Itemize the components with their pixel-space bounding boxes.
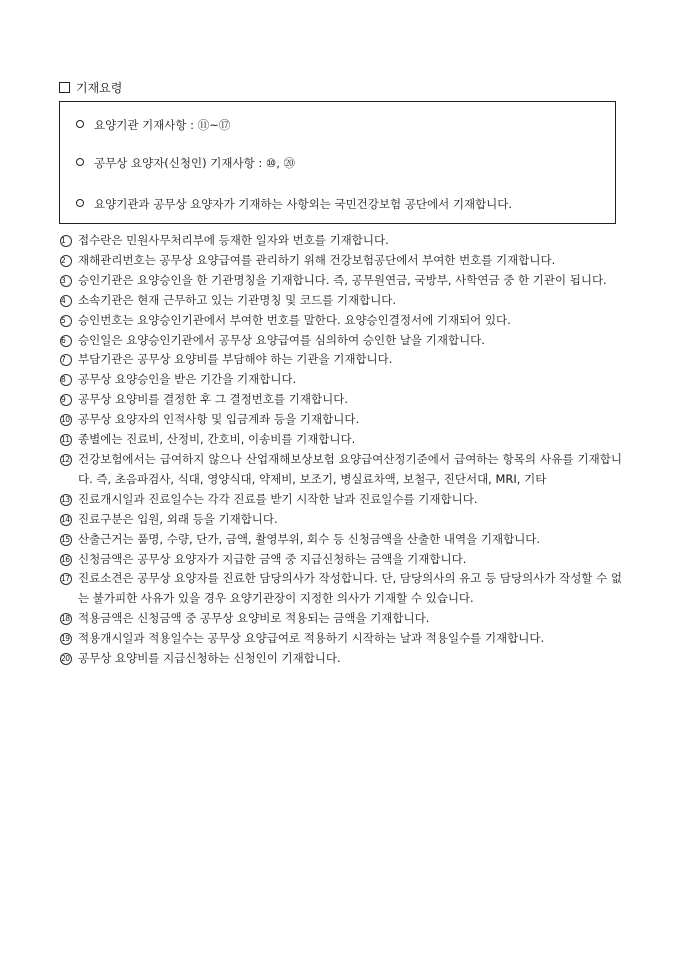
item-text: 진료소견은 공무상 요양자를 진료한 담당의사가 작성합니다. 단, 담당의사의 유고 등 담당의사가 작성할 수 없는 불가피한 사유가 있을 경우 요양기관장이 지정한 의사가 기재할 수 있습니다. — [78, 571, 622, 606]
list-item — [60, 430, 622, 450]
item-text: 재해관리번호는 공무상 요양급여를 관리하기 위해 건강보험공단에서 부여한 번호를 기재합니다. — [78, 252, 556, 267]
item-text: 부담기관은 공무상 요양비를 부담해야 하는 기관을 기재합니다. — [78, 352, 393, 367]
instruction-list — [60, 231, 622, 669]
list-item — [60, 350, 622, 370]
item-text: 진료구분은 입원, 외래 등을 기재합니다. — [78, 511, 278, 526]
item-text: 진료개시일과 진료일수는 각각 진료를 받기 시작한 날과 진료일수를 기재합니다. — [78, 491, 478, 506]
item-text: 승인번호는 요양승인기관에서 부여한 번호를 말한다. 요양승인결정서에 기재되어 있다. — [78, 312, 511, 327]
item-text: 소속기관은 현재 근무하고 있는 기관명칭 및 코드를 기재합니다. — [78, 292, 397, 307]
item-text: 산출근거는 품명, 수량, 단가, 금액, 촬영부위, 회수 등 신청금액을 산출한 내역을 기재합니다. — [78, 531, 541, 546]
item-number: 10 — [60, 414, 72, 426]
item-text: 공무상 요양자의 인적사항 및 입금계좌 등을 기재합니다. — [78, 412, 360, 427]
item-text: 적용개시일과 적용일수는 공무상 요양급여로 적용하기 시작하는 날과 적용일수를 기재합니다. — [78, 631, 545, 646]
circle-bullet-icon — [76, 158, 84, 166]
item-number: 12 — [60, 454, 72, 466]
item-number: 5 — [60, 315, 72, 327]
list-item — [60, 251, 622, 271]
item-number: 2 — [60, 255, 72, 267]
item-number: 1 — [60, 235, 72, 247]
checkbox-square-icon — [59, 82, 70, 93]
item-number: 19 — [60, 633, 72, 645]
item-text: 공무상 요양승인을 받은 기간을 기재합니다. — [78, 372, 297, 387]
list-item — [60, 291, 622, 311]
item-number: 17 — [60, 573, 72, 585]
box-line-text: 공무상 요양자(신청인) 기재사항 : ⑩, ⑳ — [94, 156, 296, 170]
item-number: 11 — [60, 434, 72, 446]
box-line-text: 요양기관 기재사항 : ⑪~⑰ — [94, 118, 231, 132]
list-item — [60, 569, 622, 609]
box-line-text: 요양기관과 공무상 요양자가 기재하는 사항외는 국민건강보험 공단에서 기재합니다. — [94, 197, 513, 211]
item-text: 적용금액은 신청금액 중 공무상 요양비로 적용되는 금액을 기재합니다. — [78, 611, 430, 626]
circle-bullet-icon — [76, 199, 84, 207]
heading-text: 기재요령 — [76, 81, 123, 95]
item-text: 종별에는 진료비, 산정비, 간호비, 이송비를 기재합니다. — [78, 432, 356, 447]
list-item — [60, 450, 622, 490]
item-number: 8 — [60, 374, 72, 386]
list-item — [60, 410, 622, 430]
list-item — [60, 331, 622, 351]
item-number: 3 — [60, 275, 72, 287]
box-line — [76, 155, 295, 171]
item-text: 공무상 요양비를 지급신청하는 신청인이 기재합니다. — [78, 651, 341, 666]
list-item — [60, 490, 622, 510]
item-number: 9 — [60, 394, 72, 406]
list-item — [60, 609, 622, 629]
list-item — [60, 390, 622, 410]
item-number: 13 — [60, 494, 72, 506]
list-item — [60, 311, 622, 331]
list-item — [60, 629, 622, 649]
item-number: 6 — [60, 335, 72, 347]
list-item — [60, 271, 622, 291]
list-item — [60, 510, 622, 530]
instruction-box — [59, 101, 616, 224]
list-item — [60, 370, 622, 390]
item-number: 15 — [60, 534, 72, 546]
box-line — [76, 117, 230, 133]
item-number: 18 — [60, 613, 72, 625]
section-heading — [59, 80, 122, 96]
circle-bullet-icon — [76, 120, 84, 128]
item-number: 20 — [60, 653, 72, 665]
item-text: 승인일은 요양승인기관에서 공무상 요양급여를 심의하여 승인한 날을 기재합니다. — [78, 332, 485, 347]
item-number: 4 — [60, 295, 72, 307]
list-item — [60, 231, 622, 251]
item-number: 16 — [60, 554, 72, 566]
item-number: 14 — [60, 514, 72, 526]
list-item — [60, 550, 622, 570]
list-item — [60, 649, 622, 669]
box-line — [76, 196, 512, 212]
item-text: 승인기관은 요양승인을 한 기관명칭을 기재합니다. 즉, 공무원연금, 국방부, 사학연금 중 한 기관이 됩니다. — [78, 272, 607, 287]
list-item — [60, 530, 622, 550]
item-text: 건강보험에서는 급여하지 않으나 산업재해보상보험 요양급여산정기준에서 급여하는 항목의 사유를 기재합니다. 즉, 초음파검사, 식대, 영양식대, 약제비, 보조기, 병실료차액, 보철구, 진단서대, MRI, 기타 — [78, 451, 622, 486]
item-number: 7 — [60, 354, 72, 366]
item-text: 신청금액은 공무상 요양자가 지급한 금액 중 지급신청하는 금액을 기재합니다. — [78, 551, 467, 566]
item-text: 접수란은 민원사무처리부에 등재한 일자와 번호를 기재합니다. — [78, 233, 389, 247]
item-text: 공무상 요양비를 결정한 후 그 결정번호를 기재합니다. — [78, 392, 348, 407]
